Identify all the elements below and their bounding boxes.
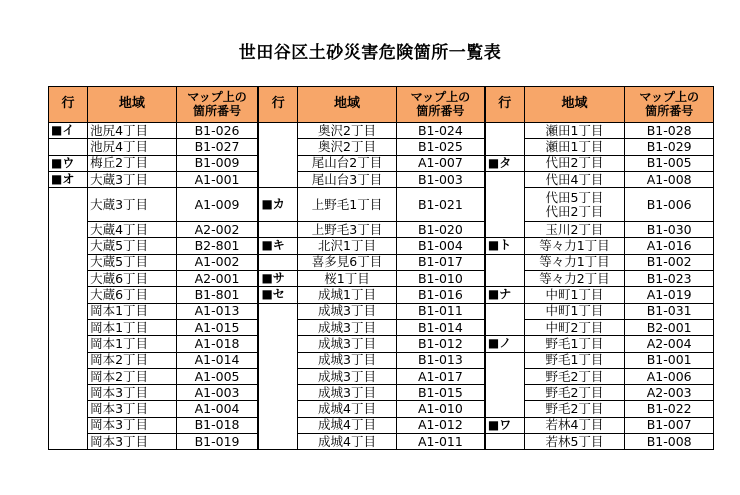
table-header-row [49,87,714,123]
site-code-cell: A1-017 [396,368,485,384]
column-header-area: 地域 [88,87,177,123]
site-code-cell: B1-009 [176,155,258,171]
gyo-cell [49,336,88,352]
gyo-cell [258,434,297,450]
area-cell: 若林5丁目 [524,434,625,450]
site-code-cell: B1-017 [396,254,485,270]
gyo-cell [49,222,88,238]
gyo-cell: ■ワ [485,417,524,433]
area-cell: 岡本1丁目 [88,336,177,352]
table-row [49,139,714,155]
table-row [49,434,714,450]
site-code-cell: A1-007 [396,155,485,171]
gyo-cell: ■イ [49,123,88,139]
site-code-cell: B1-013 [396,352,485,368]
gyo-cell [258,303,297,319]
gyo-cell [258,222,297,238]
site-code-cell: B1-022 [625,401,714,417]
site-code-cell: A2-001 [176,271,258,287]
area-cell: 奥沢2丁目 [298,123,397,139]
gyo-cell [485,401,524,417]
area-cell: 成城4丁目 [298,401,397,417]
area-cell: 野毛1丁目 [524,352,625,368]
gyo-cell [49,188,88,222]
code-header-line1: マップ上の [410,90,471,105]
area-cell: 等々力1丁目 [524,238,625,254]
gyo-cell [485,385,524,401]
area-cell: 岡本3丁目 [88,417,177,433]
site-code-cell: A2-003 [625,385,714,401]
area-cell: 岡本2丁目 [88,368,177,384]
gyo-cell [485,188,524,222]
gyo-cell [49,238,88,254]
gyo-cell [258,352,297,368]
site-code-cell: B1-001 [625,352,714,368]
area-cell: 成城4丁目 [298,434,397,450]
area-cell: 岡本3丁目 [88,401,177,417]
area-cell: 岡本1丁目 [88,303,177,319]
site-code-cell: A1-009 [176,188,258,222]
site-code-cell: B1-031 [625,303,714,319]
gyo-cell [258,385,297,401]
site-code-cell: A1-004 [176,401,258,417]
site-code-cell: B1-014 [396,319,485,335]
column-header-code [176,87,258,123]
area-cell: 喜多見6丁目 [298,254,397,270]
site-code-cell: B2-001 [625,319,714,335]
gyo-cell [485,123,524,139]
table-row [49,188,714,222]
table-row [49,336,714,352]
table-row [49,155,714,171]
gyo-cell: ■セ [258,287,297,303]
area-cell: 若林4丁目 [524,417,625,433]
table-row [49,222,714,238]
area-cell: 野毛1丁目 [524,336,625,352]
area-cell: 岡本3丁目 [88,385,177,401]
area-cell: 瀬田1丁目 [524,123,625,139]
gyo-cell: ■キ [258,238,297,254]
gyo-cell [258,139,297,155]
site-code-cell: A1-015 [176,319,258,335]
gyo-cell [49,401,88,417]
gyo-cell: ■タ [485,155,524,171]
gyo-cell: ■カ [258,188,297,222]
area-cell: 岡本2丁目 [88,352,177,368]
gyo-cell [258,336,297,352]
site-code-cell: B1-018 [176,417,258,433]
gyo-cell [49,352,88,368]
site-code-cell: B1-026 [176,123,258,139]
gyo-cell [485,139,524,155]
gyo-cell [49,434,88,450]
table-row [49,417,714,433]
site-code-cell: B1-021 [396,188,485,222]
gyo-cell [258,155,297,171]
area-cell: 大蔵5丁目 [88,238,177,254]
site-code-cell: B1-029 [625,139,714,155]
code-header-line1: マップ上の [639,90,699,105]
site-code-cell: B1-024 [396,123,485,139]
table-row [49,319,714,335]
gyo-cell: ■ノ [485,336,524,352]
gyo-cell: ■サ [258,271,297,287]
gyo-cell [49,139,88,155]
site-code-cell: A1-010 [396,401,485,417]
column-header-area: 地域 [298,87,397,123]
site-code-cell: B1-002 [625,254,714,270]
column-header-gyo: 行 [49,87,88,123]
gyo-cell [258,319,297,335]
area-cell: 代田5丁目 代田2丁目 [524,188,625,222]
code-header-line2: 箇所番号 [193,103,242,118]
area-cell: 玉川2丁目 [524,222,625,238]
gyo-cell [485,222,524,238]
area-cell: 野毛2丁目 [524,401,625,417]
site-code-cell: A1-005 [176,368,258,384]
column-header-code [625,87,714,123]
gyo-cell [485,271,524,287]
site-code-cell: B1-015 [396,385,485,401]
area-cell: 梅丘2丁目 [88,155,177,171]
site-code-cell: A1-016 [625,238,714,254]
gyo-cell [258,171,297,187]
site-code-cell: A2-002 [176,222,258,238]
table-row [49,254,714,270]
gyo-cell [49,417,88,433]
site-code-cell: A1-018 [176,336,258,352]
gyo-cell [49,254,88,270]
site-code-cell: A1-002 [176,254,258,270]
site-code-cell: B1-006 [625,188,714,222]
gyo-cell: ■ナ [485,287,524,303]
area-cell: 成城3丁目 [298,368,397,384]
table-row [49,271,714,287]
table-row [49,401,714,417]
site-code-cell: B1-020 [396,222,485,238]
site-code-cell: A1-012 [396,417,485,433]
area-cell: 上野毛3丁目 [298,222,397,238]
gyo-cell [49,385,88,401]
area-cell: 等々力2丁目 [524,271,625,287]
area-cell: 野毛2丁目 [524,385,625,401]
area-cell: 等々力1丁目 [524,254,625,270]
area-cell: 池尻4丁目 [88,139,177,155]
column-header-area: 地域 [524,87,625,123]
table-row [49,238,714,254]
area-cell: 大蔵6丁目 [88,271,177,287]
site-code-cell: B1-027 [176,139,258,155]
area-cell: 成城4丁目 [298,417,397,433]
gyo-cell [258,417,297,433]
site-code-cell: B1-011 [396,303,485,319]
table-row [49,171,714,187]
gyo-cell [485,319,524,335]
site-code-cell: A1-001 [176,171,258,187]
site-code-cell: B1-023 [625,271,714,287]
code-header-line2: 箇所番号 [416,103,465,118]
site-code-cell: B1-025 [396,139,485,155]
site-code-cell: B1-008 [625,434,714,450]
gyo-cell [258,254,297,270]
site-code-cell: B1-028 [625,123,714,139]
area-cell: 中町1丁目 [524,303,625,319]
gyo-cell [485,434,524,450]
gyo-cell [485,171,524,187]
site-code-cell: A1-011 [396,434,485,450]
column-header-gyo: 行 [485,87,524,123]
area-cell: 尾山台2丁目 [298,155,397,171]
site-code-cell: B1-030 [625,222,714,238]
gyo-cell: ■オ [49,171,88,187]
area-cell: 野毛2丁目 [524,368,625,384]
gyo-cell [485,368,524,384]
code-header-line2: 箇所番号 [645,103,694,118]
gyo-cell: ■ト [485,238,524,254]
area-cell: 代田4丁目 [524,171,625,187]
area-cell: 桜1丁目 [298,271,397,287]
area-cell: 北沢1丁目 [298,238,397,254]
area-cell: 中町2丁目 [524,319,625,335]
gyo-cell [49,287,88,303]
site-code-cell: A1-014 [176,352,258,368]
site-code-cell: A1-006 [625,368,714,384]
area-cell: 大蔵3丁目 [88,171,177,187]
code-header-line1: マップ上の [187,90,247,105]
site-code-cell: B1-003 [396,171,485,187]
column-header-gyo: 行 [258,87,297,123]
table-row [49,368,714,384]
site-code-cell: A1-019 [625,287,714,303]
gyo-cell [485,303,524,319]
site-code-cell: B1-010 [396,271,485,287]
page-title: 世田谷区土砂災害危険箇所一覧表 [238,43,502,63]
area-cell: 大蔵4丁目 [88,222,177,238]
table-row [49,352,714,368]
site-code-cell: A1-013 [176,303,258,319]
area-cell: 上野毛1丁目 [298,188,397,222]
area-cell: 岡本1丁目 [88,319,177,335]
gyo-cell [49,368,88,384]
area-cell: 大蔵3丁目 [88,188,177,222]
table-row [49,123,714,139]
area-cell: 成城3丁目 [298,385,397,401]
site-code-cell: A1-003 [176,385,258,401]
column-header-code [396,87,485,123]
area-cell: 中町1丁目 [524,287,625,303]
area-cell: 尾山台3丁目 [298,171,397,187]
site-code-cell: B1-007 [625,417,714,433]
hazard-site-table [48,86,714,450]
area-cell: 成城3丁目 [298,303,397,319]
table-row [49,385,714,401]
gyo-cell [49,271,88,287]
gyo-cell [485,254,524,270]
gyo-cell [258,368,297,384]
site-code-cell: B1-004 [396,238,485,254]
gyo-cell [49,319,88,335]
area-cell: 瀬田1丁目 [524,139,625,155]
gyo-cell [49,303,88,319]
area-cell: 成城3丁目 [298,319,397,335]
gyo-cell [485,352,524,368]
site-code-cell: B1-016 [396,287,485,303]
gyo-cell: ■ウ [49,155,88,171]
area-cell: 成城1丁目 [298,287,397,303]
area-cell: 成城3丁目 [298,352,397,368]
area-cell: 大蔵6丁目 [88,287,177,303]
gyo-cell [258,123,297,139]
table-body [49,123,714,450]
site-code-cell: A1-008 [625,171,714,187]
gyo-cell [258,401,297,417]
area-cell: 池尻4丁目 [88,123,177,139]
area-cell: 成城3丁目 [298,336,397,352]
table-row [49,287,714,303]
site-code-cell: B1-005 [625,155,714,171]
site-code-cell: B1-012 [396,336,485,352]
table-row [49,303,714,319]
area-cell: 奥沢2丁目 [298,139,397,155]
area-cell: 大蔵5丁目 [88,254,177,270]
site-code-cell: B1-801 [176,287,258,303]
site-code-cell: B1-019 [176,434,258,450]
site-code-cell: B2-801 [176,238,258,254]
site-code-cell: A2-004 [625,336,714,352]
area-cell: 岡本3丁目 [88,434,177,450]
area-cell: 代田2丁目 [524,155,625,171]
